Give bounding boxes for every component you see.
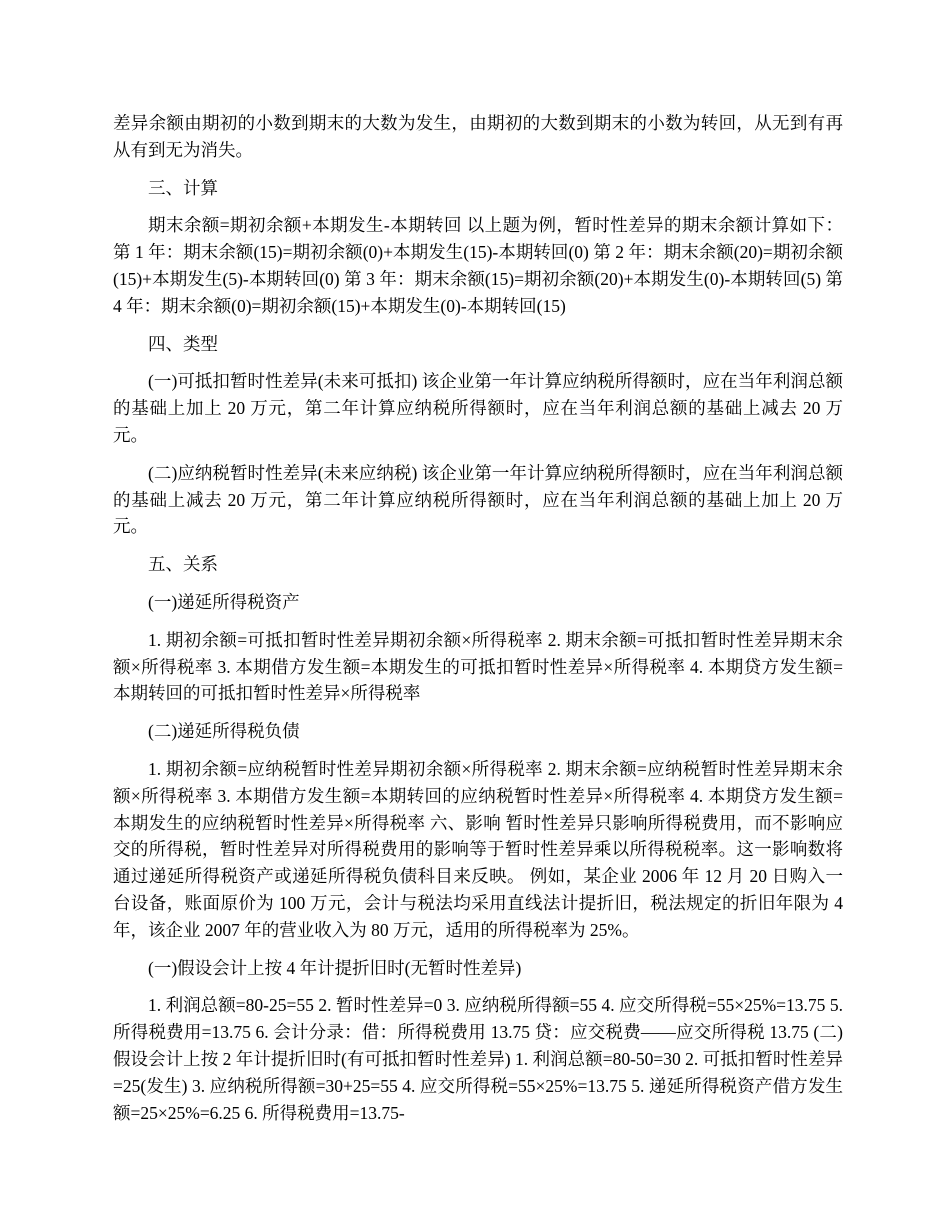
subheading-four-year-depreciation: (一)假设会计上按 4 年计提折旧时(无暂时性差异)	[148, 957, 522, 978]
section-heading-types: 四、类型	[148, 333, 218, 354]
section-heading-relations: 五、关系	[148, 554, 218, 575]
paragraph-calculation: 期末余额=期初余额+本期发生-本期转回 以上题为例，暂时性差异的期末余额计算如下： 第 1 年：期末余额(15)=期初余额(0)+本期发生(15)-本期转回(0) 第 2 年：期末余额(20)=期初余额(15)+本期发生(5)-本期转回(0) 第 3 年：期末余额(15)=期初余额(20)+本期发生(0)-本期转回(5) 第 4 年：期末余额(0)=期初余额(15)+本期发生(0)-本期转回(15)	[113, 215, 843, 316]
section-heading-calculation: 三、计算	[148, 177, 218, 198]
paragraph-taxable-difference: (二)应纳税暂时性差异(未来应纳税) 该企业第一年计算应纳税所得额时，应在当年利润总额的基础上减去 20 万元，第二年计算应纳税所得额时，应在当年利润总额的基础上加上 20 万元。	[113, 462, 843, 537]
paragraph-variance-definition: 差异余额由期初的小数到期末的大数为发生，由期初的大数到期末的小数为转回，从无到有再从有到无为消失。	[113, 113, 843, 160]
subheading-deferred-tax-assets: (一)递延所得税资产	[148, 591, 300, 612]
subheading-deferred-tax-liabilities: (二)递延所得税负债	[148, 721, 300, 742]
paragraph-deductible-difference: (一)可抵扣暂时性差异(未来可抵扣) 该企业第一年计算应纳税所得额时，应在当年利润总额的基础上加上 20 万元，第二年计算应纳税所得额时，应在当年利润总额的基础上减去 20 万元。	[113, 371, 843, 445]
document-page	[113, 110, 843, 1137]
paragraph-deferred-tax-liabilities: 1. 期初余额=应纳税暂时性差异期初余额×所得税率 2. 期末余额=应纳税暂时性差异期末余额×所得税率 3. 本期借方发生额=本期转回的应纳税暂时性差异×所得税率 4. 本期贷方发生额=本期发生的应纳税暂时性差异×所得税率 六、影响 暂时性差异只影响所得税费用，而不影响应交的所得税，暂时性差异对所得税费用的影响等于暂时性差异乘以所得税税率。这一影响数将通过递延所得税资产或递延所得税负债科目来反映。 例如，某企业 2006 年 12 月 20 日购入一台设备，账面原价为 100 万元，会计与税法均采用直线法计提折旧，税法规定的折旧年限为 4 年，该企业 2007 年的营业收入为 80 万元，适用的所得税率为 25%。	[113, 758, 843, 940]
paragraph-deferred-tax-assets: 1. 期初余额=可抵扣暂时性差异期初余额×所得税率 2. 期末余额=可抵扣暂时性差异期末余额×所得税率 3. 本期借方发生额=本期发生的可抵扣暂时性差异×所得税率 4. 本期贷方发生额=本期转回的可抵扣暂时性差异×所得税率	[113, 629, 843, 704]
paragraph-example-calculation: 1. 利润总额=80-25=55 2. 暂时性差异=0 3. 应纳税所得额=55 4. 应交所得税=55×25%=13.75 5. 所得税费用=13.75 6. 会计分录：借：所得税费用 13.75 贷：应交税费——应交所得税 13.75 (二)假设会计上按 2 年计提折旧时(有可抵扣暂时性差异) 1. 利润总额=80-50=30 2. 可抵扣暂时性差异=25(发生) 3. 应纳税所得额=30+25=55 4. 应交所得税=55×25%=13.75 5. 递延所得税资产借方发生额=25×25%=6.25 6. 所得税费用=13.75-	[113, 995, 843, 1123]
